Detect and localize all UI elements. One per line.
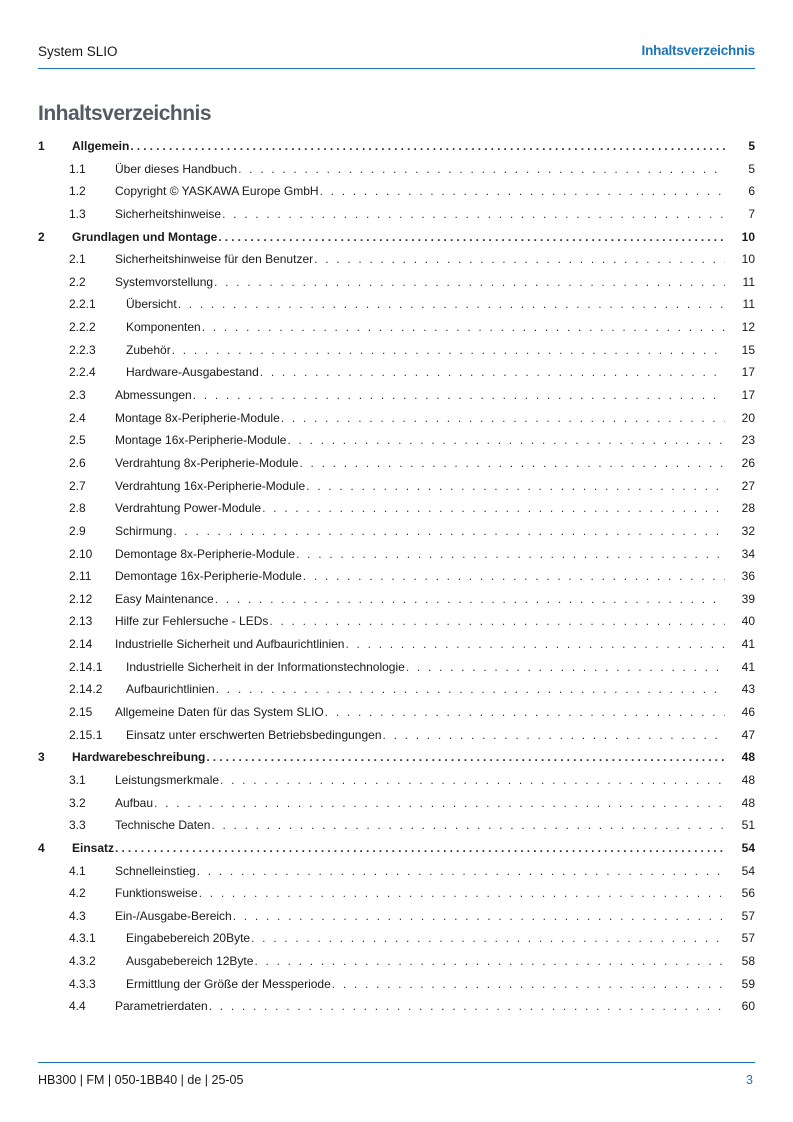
- toc-entry-label: Copyright © YASKAWA Europe GmbH: [115, 184, 319, 199]
- toc-entry[interactable]: [0, 204, 793, 227]
- toc-entry-title[interactable]: [72, 139, 727, 153]
- toc-entry-title[interactable]: [115, 388, 725, 402]
- toc-entry-label: Schirmung: [115, 523, 173, 538]
- toc-dot-leader: [202, 320, 725, 334]
- toc-entry-number: 2.5: [69, 433, 86, 448]
- toc-dot-leader: [206, 750, 727, 764]
- toc-entry[interactable]: [0, 793, 793, 816]
- toc-entry-label: Sicherheitshinweise: [115, 206, 222, 221]
- toc-entry-number: 2: [38, 229, 45, 244]
- toc-entry-page: 48: [741, 772, 755, 787]
- toc-entry-title[interactable]: [126, 660, 725, 674]
- toc-entry-title[interactable]: [115, 864, 725, 878]
- toc-entry-title[interactable]: [126, 320, 725, 334]
- toc-dot-leader: [269, 614, 725, 628]
- toc-entry[interactable]: [0, 611, 793, 634]
- toc-entry-number: 2.14: [69, 637, 93, 652]
- table-of-contents: [0, 136, 793, 1019]
- toc-entry-number: 4.1: [69, 863, 86, 878]
- toc-dot-leader: [303, 569, 725, 583]
- toc-entry-title[interactable]: [126, 977, 725, 991]
- toc-entry[interactable]: [0, 181, 793, 204]
- toc-entry-page: 60: [741, 999, 755, 1014]
- toc-entry-title[interactable]: [115, 162, 725, 176]
- toc-entry[interactable]: [0, 385, 793, 408]
- toc-entry-number: 3.3: [69, 818, 86, 833]
- footer-document-id: HB300 | FM | 050-1BB40 | de | 25-05: [38, 1073, 244, 1087]
- toc-entry[interactable]: [0, 294, 793, 317]
- toc-entry[interactable]: [0, 679, 793, 702]
- toc-entry[interactable]: [0, 747, 793, 770]
- toc-entry-label: Schnelleinstieg: [115, 863, 196, 878]
- toc-entry-number: 2.4: [69, 410, 86, 425]
- toc-entry-page: 28: [741, 501, 755, 516]
- toc-entry-title[interactable]: [126, 931, 725, 945]
- toc-entry-label: Demontage 8x-Peripherie-Module: [115, 546, 296, 561]
- toc-entry[interactable]: [0, 996, 793, 1019]
- toc-entry[interactable]: [0, 815, 793, 838]
- header-section-title: Inhaltsverzeichnis: [641, 43, 755, 58]
- toc-entry-page: 57: [741, 931, 755, 946]
- toc-dot-leader: [211, 818, 725, 832]
- toc-dot-leader: [287, 433, 725, 447]
- toc-entry-page: 46: [741, 705, 755, 720]
- toc-entry-page: 7: [748, 206, 755, 221]
- toc-dot-leader: [314, 252, 725, 266]
- toc-entry-title[interactable]: [115, 547, 725, 561]
- toc-entry-label: Über dieses Handbuch: [115, 161, 238, 176]
- toc-entry[interactable]: [0, 362, 793, 385]
- toc-entry-number: 1.2: [69, 184, 86, 199]
- toc-entry-title[interactable]: [115, 569, 725, 583]
- toc-entry-number: 2.9: [69, 523, 86, 538]
- toc-entry-label: Easy Maintenance: [115, 591, 214, 606]
- toc-entry-number: 4.2: [69, 886, 86, 901]
- toc-dot-leader: [320, 184, 725, 198]
- toc-entry-page: 23: [741, 433, 755, 448]
- toc-entry-label: Grundlagen und Montage: [72, 229, 218, 244]
- toc-entry[interactable]: [0, 340, 793, 363]
- toc-entry[interactable]: [0, 634, 793, 657]
- toc-entry-label: Sicherheitshinweise für den Benutzer: [115, 252, 314, 267]
- toc-dot-leader: [383, 728, 726, 742]
- toc-entry-title[interactable]: [126, 343, 725, 357]
- toc-entry-title[interactable]: [115, 818, 725, 832]
- toc-entry-title[interactable]: [115, 456, 725, 470]
- toc-entry[interactable]: [0, 272, 793, 295]
- toc-entry-page: 48: [741, 750, 755, 765]
- toc-entry-number: 1.3: [69, 206, 86, 221]
- toc-entry-number: 1: [38, 139, 45, 153]
- toc-entry-page: 48: [741, 795, 755, 810]
- toc-entry-page: 17: [741, 365, 755, 380]
- toc-dot-leader: [332, 977, 725, 991]
- toc-entry-number: 4.3.2: [69, 954, 96, 969]
- toc-entry-page: 17: [741, 388, 755, 403]
- toc-dot-leader: [254, 954, 725, 968]
- toc-entry-number: 2.15: [69, 705, 93, 720]
- toc-entry-page: 5: [748, 161, 755, 176]
- toc-entry[interactable]: [0, 928, 793, 951]
- toc-entry-page: 36: [741, 569, 755, 584]
- toc-entry-page: 20: [741, 410, 755, 425]
- toc-entry-number: 2.6: [69, 455, 86, 470]
- toc-entry[interactable]: [0, 725, 793, 748]
- toc-entry-label: Systemvorstellung: [115, 274, 214, 289]
- toc-dot-leader: [178, 297, 725, 311]
- toc-entry-title[interactable]: [115, 184, 725, 198]
- toc-entry-number: 2.2: [69, 274, 86, 289]
- toc-entry-page: 54: [741, 863, 755, 878]
- toc-entry-label: Ein-/Ausgabe-Bereich: [115, 908, 232, 923]
- toc-entry-label: Übersicht: [126, 297, 177, 312]
- toc-entry[interactable]: [0, 249, 793, 272]
- toc-entry[interactable]: [0, 883, 793, 906]
- toc-dot-leader: [130, 139, 727, 153]
- toc-entry-page: 34: [741, 546, 755, 561]
- toc-entry-label: Allgemein: [72, 139, 130, 153]
- toc-entry-label: Hardwarebeschreibung: [72, 750, 206, 765]
- toc-dot-leader: [325, 705, 725, 719]
- toc-entry[interactable]: [0, 544, 793, 567]
- toc-entry-page: 56: [741, 886, 755, 901]
- toc-entry-title[interactable]: [115, 705, 725, 719]
- toc-entry-title[interactable]: [72, 750, 727, 764]
- toc-entry-title[interactable]: [115, 524, 725, 538]
- toc-entry-label: Hardware-Ausgabestand: [126, 365, 259, 380]
- toc-entry-title[interactable]: [126, 682, 725, 696]
- toc-entry-number: 2.7: [69, 478, 86, 493]
- toc-entry-number: 3.2: [69, 795, 86, 810]
- toc-entry-number: 3.1: [69, 772, 86, 787]
- toc-entry-title[interactable]: [115, 592, 725, 606]
- toc-entry-page: 43: [741, 682, 755, 697]
- toc-dot-leader: [260, 365, 725, 379]
- toc-entry[interactable]: [0, 770, 793, 793]
- toc-entry-number: 2.2.3: [69, 342, 96, 357]
- toc-entry-page: 51: [741, 818, 755, 833]
- toc-entry-title[interactable]: [115, 886, 725, 900]
- toc-dot-leader: [296, 547, 725, 561]
- toc-entry-page: 58: [741, 954, 755, 969]
- toc-dot-leader: [220, 773, 725, 787]
- toc-entry-number: 2.13: [69, 614, 93, 629]
- toc-entry-page: 11: [742, 274, 755, 289]
- toc-entry-number: 4.3.3: [69, 976, 96, 991]
- toc-dot-leader: [262, 501, 725, 515]
- toc-entry[interactable]: [0, 227, 793, 250]
- toc-entry-title[interactable]: [115, 637, 725, 651]
- toc-entry[interactable]: [0, 136, 793, 159]
- toc-entry-label: Ermittlung der Größe der Messperiode: [126, 976, 331, 991]
- toc-dot-leader: [306, 479, 725, 493]
- toc-entry[interactable]: [0, 159, 793, 182]
- toc-dot-leader: [209, 999, 725, 1013]
- toc-entry-number: 2.15.1: [69, 727, 103, 742]
- page-title: Inhaltsverzeichnis: [38, 102, 212, 125]
- toc-entry-label: Abmessungen: [115, 388, 192, 403]
- toc-entry[interactable]: [0, 408, 793, 431]
- toc-entry-label: Komponenten: [126, 320, 201, 335]
- toc-entry-number: 2.1: [69, 252, 86, 267]
- toc-entry[interactable]: [0, 838, 793, 861]
- toc-dot-leader: [251, 931, 725, 945]
- toc-dot-leader: [199, 886, 725, 900]
- toc-entry-title[interactable]: [115, 501, 725, 515]
- toc-entry[interactable]: [0, 498, 793, 521]
- toc-entry-page: 59: [741, 976, 755, 991]
- toc-entry-title[interactable]: [126, 297, 725, 311]
- toc-entry-number: 4: [38, 840, 45, 855]
- toc-entry-number: 2.14.2: [69, 682, 103, 697]
- toc-entry-title[interactable]: [115, 999, 725, 1013]
- toc-entry-label: Parametrierdaten: [115, 999, 208, 1014]
- footer-page-number: 3: [746, 1073, 753, 1087]
- toc-dot-leader: [238, 162, 725, 176]
- toc-dot-leader: [345, 637, 725, 651]
- toc-entry-title[interactable]: [115, 433, 725, 447]
- toc-dot-leader: [193, 388, 725, 402]
- toc-entry-label: Montage 16x-Peripherie-Module: [115, 433, 287, 448]
- toc-dot-leader: [406, 660, 725, 674]
- toc-dot-leader: [233, 909, 725, 923]
- toc-dot-leader: [218, 230, 727, 244]
- toc-entry[interactable]: [0, 566, 793, 589]
- header-product-name: System SLIO: [38, 44, 118, 59]
- toc-dot-leader: [197, 864, 725, 878]
- toc-entry-page: 57: [741, 908, 755, 923]
- toc-entry-label: Leistungsmerkmale: [115, 772, 220, 787]
- toc-entry-label: Funktionsweise: [115, 886, 198, 901]
- toc-entry-label: Aufbau: [115, 795, 154, 810]
- toc-entry-page: 5: [748, 139, 755, 153]
- toc-dot-leader: [215, 592, 725, 606]
- toc-entry[interactable]: [0, 951, 793, 974]
- toc-entry-page: 32: [741, 523, 755, 538]
- toc-entry[interactable]: [0, 453, 793, 476]
- toc-dot-leader: [154, 796, 725, 810]
- toc-entry[interactable]: [0, 476, 793, 499]
- toc-entry-label: Verdrahtung 8x-Peripherie-Module: [115, 455, 299, 470]
- toc-entry-label: Montage 8x-Peripherie-Module: [115, 410, 280, 425]
- toc-entry-label: Eingabebereich 20Byte: [126, 931, 251, 946]
- toc-entry-number: 2.2.4: [69, 365, 96, 380]
- toc-dot-leader: [172, 343, 725, 357]
- toc-entry-page: 10: [741, 252, 755, 267]
- toc-entry[interactable]: [0, 521, 793, 544]
- toc-entry[interactable]: [0, 906, 793, 929]
- toc-dot-leader: [173, 524, 725, 538]
- toc-entry-title[interactable]: [126, 728, 725, 742]
- toc-entry[interactable]: [0, 974, 793, 997]
- toc-entry-title[interactable]: [115, 773, 725, 787]
- toc-entry-label: Aufbaurichtlinien: [126, 682, 215, 697]
- toc-entry-page: 27: [741, 478, 755, 493]
- toc-entry[interactable]: [0, 702, 793, 725]
- toc-entry-page: 41: [741, 637, 755, 652]
- toc-entry-label: Ausgabebereich 12Byte: [126, 954, 254, 969]
- toc-entry-title[interactable]: [115, 411, 725, 425]
- toc-dot-leader: [214, 275, 725, 289]
- toc-entry-number: 2.3: [69, 388, 86, 403]
- toc-entry-label: Verdrahtung Power-Module: [115, 501, 262, 516]
- toc-entry-label: Einsatz: [72, 840, 115, 855]
- toc-entry-number: 4.3.1: [69, 931, 96, 946]
- toc-dot-leader: [299, 456, 725, 470]
- toc-entry-number: 2.14.1: [69, 659, 103, 674]
- toc-entry-page: 6: [748, 184, 755, 199]
- toc-dot-leader: [281, 411, 725, 425]
- toc-dot-leader: [216, 682, 725, 696]
- toc-entry-title[interactable]: [115, 479, 725, 493]
- toc-entry-page: 40: [741, 614, 755, 629]
- toc-entry-label: Allgemeine Daten für das System SLIO: [115, 705, 324, 720]
- toc-entry-title[interactable]: [115, 207, 725, 221]
- toc-entry-page: 39: [741, 591, 755, 606]
- toc-entry-page: 26: [741, 455, 755, 470]
- toc-entry-number: 2.2.2: [69, 320, 96, 335]
- toc-entry-title[interactable]: [126, 954, 725, 968]
- toc-entry-page: 54: [741, 840, 755, 855]
- toc-entry-page: 12: [741, 320, 755, 335]
- toc-entry-number: 2.10: [69, 546, 93, 561]
- toc-entry[interactable]: [0, 317, 793, 340]
- toc-entry-number: 1.1: [69, 161, 86, 176]
- toc-entry-label: Industrielle Sicherheit und Aufbaurichtlinien: [115, 637, 345, 652]
- toc-entry-number: 4.4: [69, 999, 86, 1014]
- toc-entry-number: 2.12: [69, 591, 93, 606]
- toc-entry-number: 3: [38, 750, 45, 765]
- toc-entry-page: 41: [741, 659, 755, 674]
- toc-entry-title[interactable]: [115, 909, 725, 923]
- toc-entry-label: Hilfe zur Fehlersuche - LEDs: [115, 614, 269, 629]
- toc-entry-page: 47: [741, 727, 755, 742]
- toc-entry-page: 11: [742, 297, 755, 312]
- toc-entry-label: Zubehör: [126, 342, 171, 357]
- page-header: [38, 42, 755, 69]
- page-footer: [38, 1062, 755, 1093]
- toc-dot-leader: [222, 207, 725, 221]
- toc-entry-title[interactable]: [115, 614, 725, 628]
- toc-entry-title[interactable]: [72, 841, 727, 855]
- toc-entry-number: 2.11: [69, 569, 92, 584]
- toc-entry-label: Technische Daten: [115, 818, 211, 833]
- toc-entry-label: Einsatz unter erschwerten Betriebsbedingungen: [126, 727, 382, 742]
- toc-entry-title[interactable]: [115, 252, 725, 266]
- toc-entry-number: 2.8: [69, 501, 86, 516]
- toc-entry-title[interactable]: [115, 275, 725, 289]
- toc-entry-title[interactable]: [126, 365, 725, 379]
- toc-entry-title[interactable]: [115, 796, 725, 810]
- toc-entry-number: 4.3: [69, 908, 86, 923]
- toc-entry[interactable]: [0, 589, 793, 612]
- toc-entry-label: Industrielle Sicherheit in der Informationstechnologie: [126, 659, 405, 674]
- toc-entry-title[interactable]: [72, 230, 727, 244]
- toc-entry[interactable]: [0, 657, 793, 680]
- toc-entry-label: Verdrahtung 16x-Peripherie-Module: [115, 478, 306, 493]
- toc-dot-leader: [115, 841, 727, 855]
- toc-entry[interactable]: [0, 861, 793, 884]
- toc-entry-number: 2.2.1: [69, 297, 96, 312]
- toc-entry-page: 10: [741, 229, 755, 244]
- toc-entry[interactable]: [0, 430, 793, 453]
- toc-entry-page: 15: [741, 342, 755, 357]
- toc-entry-label: Demontage 16x-Peripherie-Module: [115, 569, 302, 584]
